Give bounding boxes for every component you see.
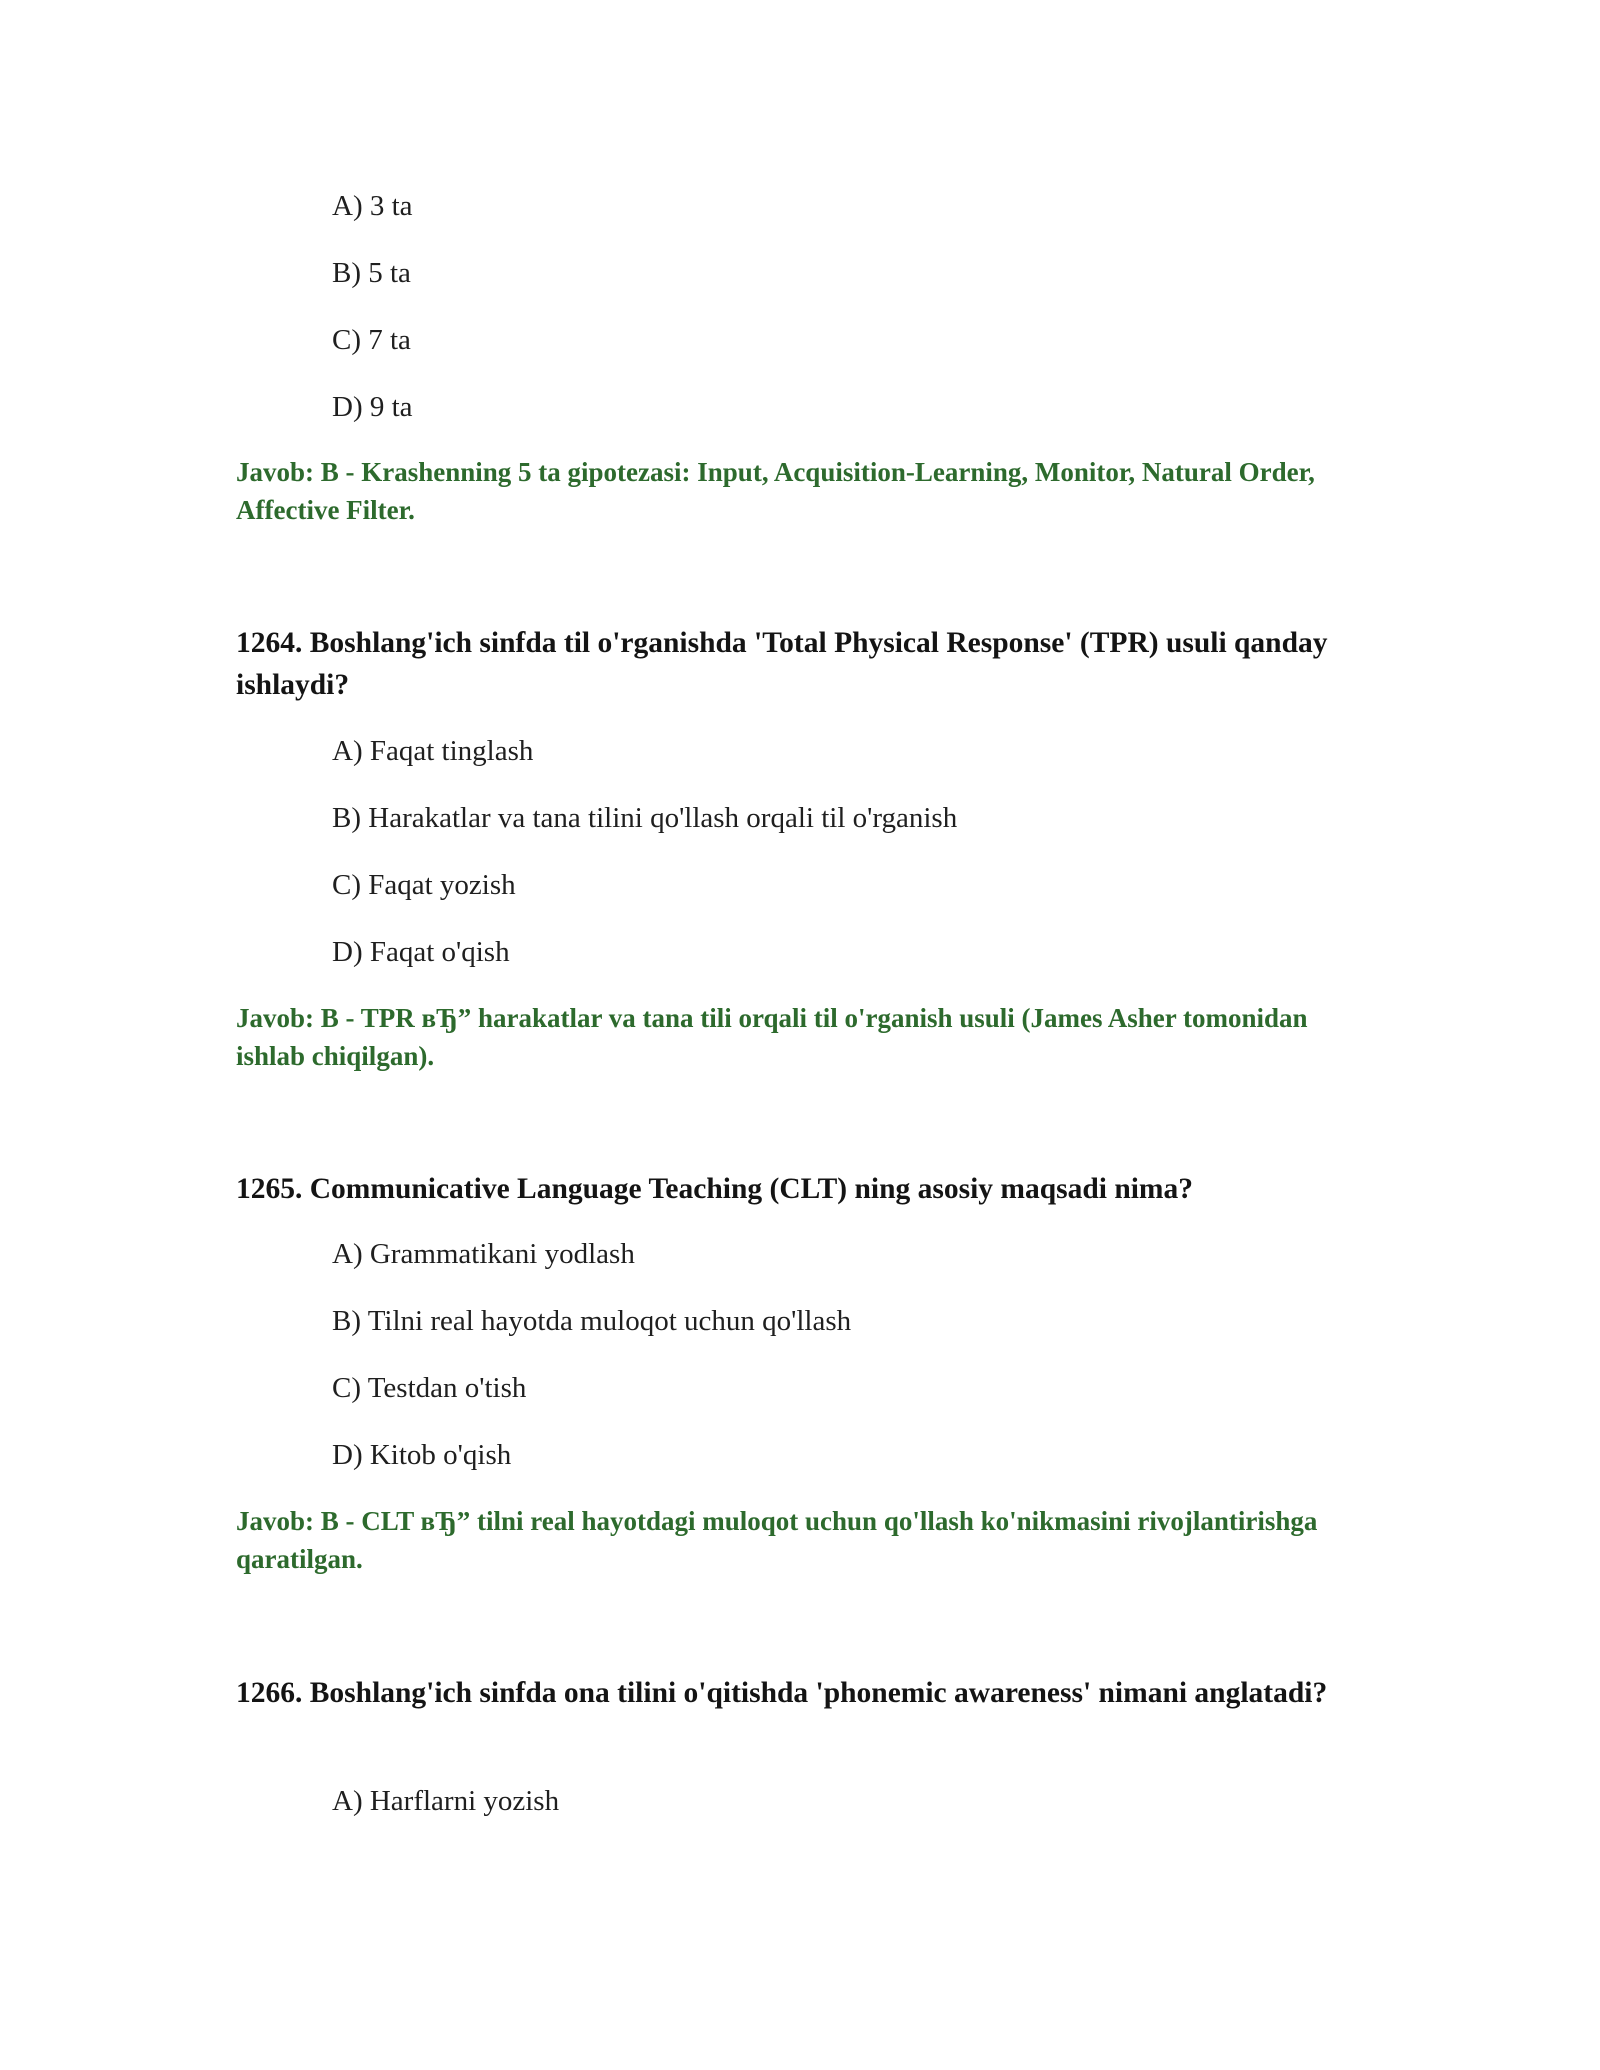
option-c: C) Testdan o'tish [332,1372,527,1404]
option-b: B) 5 ta [332,257,411,289]
answer-text: Javob: B - Krashenning 5 ta gipotezasi: Input, Acquisition-Learning, Monitor, Natural Order, Affective Filter. [236,457,1315,525]
option-a: A) Harflarni yozish [332,1785,560,1817]
option-a: A) 3 ta [332,190,413,222]
option-d: D) Faqat o'qish [332,936,510,968]
option-b: B) Tilni real hayotda muloqot uchun qo'llash [332,1305,852,1337]
option-a: A) Grammatikani yodlash [332,1238,635,1270]
answer-text: Javob: B - TPR вЂ” harakatlar va tana tili orqali til o'rganish usuli (James Asher tomonidan ishlab chiqilgan). [236,1003,1308,1071]
answer-text: Javob: B - CLT вЂ” tilni real hayotdagi muloqot uchun qo'llash ko'nikmasini rivojlantirishga qaratilgan. [236,1506,1318,1574]
question-1265: 1265. Communicative Language Teaching (CLT) ning asosiy maqsadi nima? [236,1173,1194,1205]
option-c: C) 7 ta [332,324,411,356]
option-d: D) Kitob o'qish [332,1439,512,1471]
question-1266: 1266. Boshlang'ich sinfda ona tilini o'qitishda 'phonemic awareness' nimani anglatadi? [236,1677,1328,1709]
option-d: D) 9 ta [332,391,413,423]
option-c: C) Faqat yozish [332,869,516,901]
question-1264: 1264. Boshlang'ich sinfda til o'rganishda 'Total Physical Response' (TPR) usuli qanday ishlaydi? [236,627,1328,701]
option-a: A) Faqat tinglash [332,735,534,767]
option-b: B) Harakatlar va tana tilini qo'llash orqali til o'rganish [332,802,958,834]
